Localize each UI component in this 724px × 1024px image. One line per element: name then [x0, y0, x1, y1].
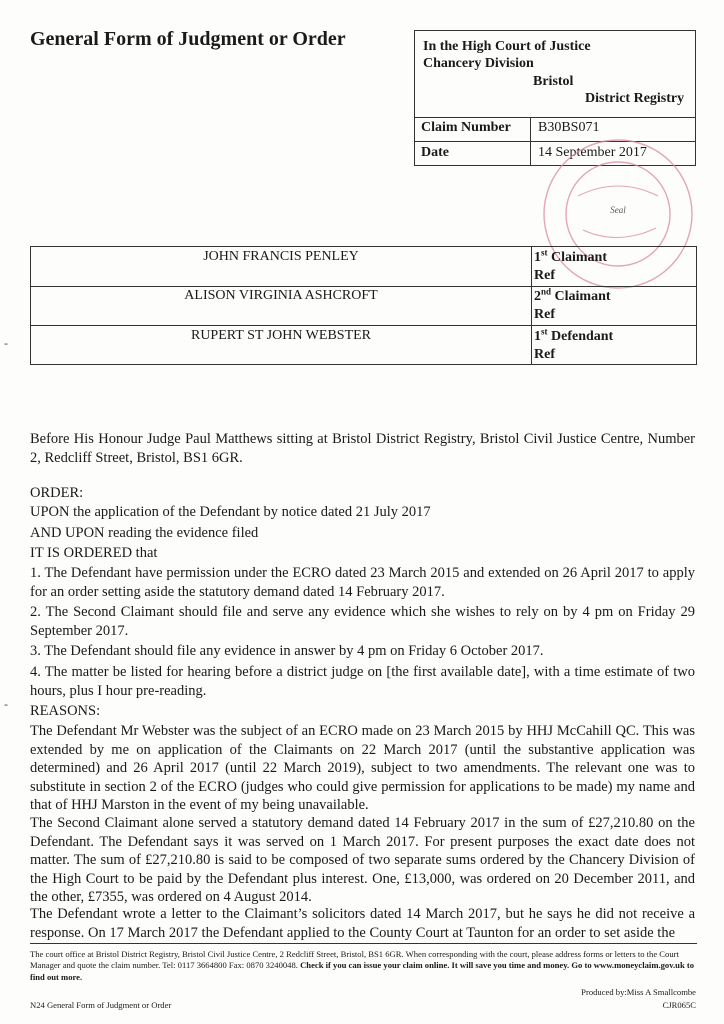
party-row [31, 326, 696, 365]
footer-notice-bold: Check if you can issue your claim online. It will save you time and money. Go to www.moneyclaim.gov.uk to find out more. [30, 960, 695, 982]
party-ordinal: 1 [534, 329, 541, 344]
reasons-paragraph-1: The Defendant Mr Webster was the subject of an ECRO made on 23 March 2015 by HHJ McCahill QC. This was extended by me on application of the Claimants on 22 March 2017 (until the substantive application was determined) and 26 April 2017 (until 22 March 2019), subject to two amendments. The relevant one was to substitute in section 2 of the ECRO (judges who could give permission for applications to be made) my name and that of HHJ Marston in the event of my being unavailable. [30, 723, 695, 813]
form-name: N24 General Form of Judgment or Order [30, 1000, 172, 1010]
party-ref: Ref [534, 307, 555, 322]
party-row [31, 247, 696, 287]
date-value: 14 September 2017 [538, 145, 647, 160]
order-heading: ORDER: [30, 485, 84, 501]
party-row [31, 286, 696, 326]
court-name-block [415, 31, 695, 118]
party-role [534, 247, 607, 266]
cell-divider [531, 326, 532, 365]
order-item-2: 2. The Second Claimant should file and serve any evidence which she wishes to rely on by 4 pm on Friday 29 September 2017. [30, 604, 695, 639]
party-ordinal: 1 [534, 250, 541, 265]
seal-label: Seal [610, 205, 626, 215]
before-judge-paragraph: Before His Honour Judge Paul Matthews sitting at Bristol District Registry, Bristol Civil Justice Centre, Number 2, Redcliff Street, Bristol, BS1 6GR. [30, 431, 695, 466]
party-name: ALISON VIRGINIA ASHCROFT [184, 288, 378, 303]
court-name-line1: In the High Court of Justice [423, 39, 591, 54]
party-name: RUPERT ST JOHN WEBSTER [190, 328, 372, 343]
cell-divider [530, 142, 531, 166]
parties-table [30, 246, 697, 365]
order-item-3: 3. The Defendant should file any evidence in answer by 4 pm on Friday 6 October 2017. [30, 643, 544, 659]
document-title: General Form of Judgment or Order [30, 28, 346, 50]
party-ref: Ref [534, 347, 555, 362]
cell-divider [531, 247, 532, 286]
court-location: Bristol [533, 74, 574, 89]
it-is-ordered: IT IS ORDERED that [30, 545, 158, 561]
upon-evidence: AND UPON reading the evidence filed [30, 525, 259, 541]
footer-notice-text: The court office at Bristol District Registry, Bristol Civil Justice Centre, 2 Redcliff Street, Bristol, BS1 6GR. When corresponding with the court, please address forms or letters to the Court Manager and quote the claim number. Tel: 0117 3664800 Fax: 0870 3240048. [30, 949, 679, 971]
order-item-1: 1. The Defendant have permission under the ECRO dated 23 March 2015 and extended on 26 April 2017 to apply for an order setting aside the statutory demand dated 14 February 2017. [30, 565, 695, 600]
court-division: Chancery Division [423, 56, 534, 71]
footer-divider [30, 943, 697, 944]
margin-mark: - [4, 336, 8, 350]
party-role [534, 326, 614, 345]
claim-number-value: B30BS071 [538, 120, 600, 135]
party-ordinal-suffix: st [541, 247, 548, 258]
party-ref: Ref [534, 268, 555, 283]
party-role-label: Claimant [554, 289, 611, 304]
party-ordinal-suffix: nd [541, 286, 552, 297]
claim-number-label: Claim Number [421, 120, 511, 135]
order-item-4: 4. The matter be listed for hearing before a district judge on [the first available date], with a time estimate of two hours, plus I hour pre-reading. [30, 664, 695, 699]
reasons-paragraph-2: The Second Claimant alone served a statutory demand dated 14 February 2017 in the sum of £27,210.80 on the Defendant. The Defendant says it was served on 1 March 2017. For present purposes the exact date does not matter. The sum of £27,210.80 is said to be composed of two separate sums ordered by the Chancery Division of the High Court to be paid by the Defendant plus interest. One, £13,000, was ordered on 20 December 2011, and the other, £7355, was ordered on 4 August 2014. [30, 815, 695, 905]
reasons-paragraph-3: The Defendant wrote a letter to the Claimant’s solicitors dated 14 March 2017, but he says he did not receive a response. On 17 March 2017 the Defendant applied to the County Court at Taunton for an order to set aside the [30, 906, 695, 941]
upon-application: UPON the application of the Defendant by notice dated 21 July 2017 [30, 504, 431, 520]
party-name: JOHN FRANCIS PENLEY [203, 249, 359, 264]
margin-mark: - [4, 697, 8, 711]
form-code: CJR065C [662, 1000, 696, 1010]
party-role [534, 286, 611, 305]
cell-divider [531, 286, 532, 325]
party-role-label: Defendant [551, 329, 614, 344]
footer-court-notice [30, 949, 698, 983]
reasons-heading: REASONS: [30, 703, 101, 719]
cell-divider [530, 117, 531, 141]
party-ordinal-suffix: st [541, 326, 548, 337]
produced-by: Produced by:Miss A Smallcombe [581, 987, 696, 997]
party-role-label: Claimant [551, 250, 607, 265]
court-registry: District Registry [585, 91, 685, 106]
date-label: Date [421, 145, 449, 160]
party-ordinal: 2 [534, 289, 541, 304]
